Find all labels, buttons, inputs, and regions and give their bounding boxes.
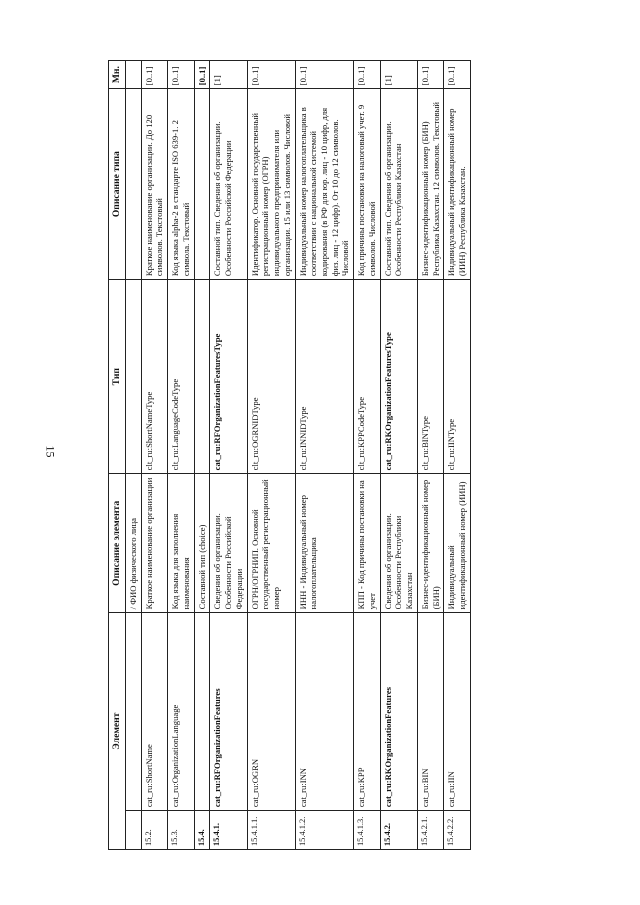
row-type: clt_ru:OGRNIDType: [247, 280, 295, 474]
row-type: clt_ru:BINType: [417, 280, 443, 474]
row-element: [125, 613, 141, 811]
row-type: cat_ru:RFOrganizationFeaturesType: [210, 280, 247, 474]
row-number: 15.4.1.: [210, 811, 247, 850]
table-row: [380, 61, 417, 850]
row-number: 15.4.1.2.: [295, 811, 354, 850]
row-element-desc: / ФИО физического лица: [125, 474, 141, 613]
row-type: [194, 280, 210, 474]
row-number: 15.2.: [141, 811, 167, 850]
row-element-desc: Код языка для заполнения наименования: [168, 474, 194, 613]
header-mn: Мн.: [109, 61, 126, 89]
table-row: [210, 61, 247, 850]
row-element: cat_ru:OrganizationLanguage: [168, 613, 194, 811]
row-element: [194, 613, 210, 811]
row-type-desc: Код языка alpha-2 в стандарте ISO 639-1. 2 символа. Текстовый: [168, 89, 194, 280]
row-number: 15.4.1.1.: [247, 811, 295, 850]
row-number: 15.3.: [168, 811, 194, 850]
row-number: [125, 811, 141, 850]
row-type-desc: Бизнес-идентификационный номер (БИН) Республика Казахстан. 12 символов. Текстовый: [417, 89, 443, 280]
row-mn: [0..1]: [417, 61, 443, 89]
table-row: [168, 61, 194, 850]
table-row: [247, 61, 295, 850]
row-type-desc: [194, 89, 210, 280]
row-element-desc: Краткое наименование организации: [141, 474, 167, 613]
row-mn: [0..1]: [295, 61, 354, 89]
row-element-desc: Индивидуальный идентификационный номер (ИИН): [444, 474, 470, 613]
row-mn: [0..1]: [194, 61, 210, 89]
row-mn: [0..1]: [354, 61, 380, 89]
row-element: cat_ru:BIN: [417, 613, 443, 811]
row-mn: [125, 61, 141, 89]
row-element: cat_ru:ShortName: [141, 613, 167, 811]
row-mn: [1]: [210, 61, 247, 89]
row-element: cat_ru:RKOrganizationFeatures: [380, 613, 417, 811]
row-type: clt_ru:LanguageCodeType: [168, 280, 194, 474]
row-number: 15.4.2.: [380, 811, 417, 850]
row-type-desc: [125, 89, 141, 280]
row-type-desc: Индивидуальный идентификационный номер (ИИН) Республика Казахстан.: [444, 89, 470, 280]
row-mn: [0..1]: [168, 61, 194, 89]
row-mn: [1]: [380, 61, 417, 89]
row-type-desc: Краткое наименование организации. До 120 символов. Текстовый: [141, 89, 167, 280]
rotated-table-container: [108, 60, 598, 850]
row-mn: [0..1]: [247, 61, 295, 89]
row-number: 15.4.: [194, 811, 210, 850]
table-row: [141, 61, 167, 850]
row-type-desc: Индивидуальный номер налогоплательщика в соответствии с национальной системой кодирования (в РФ для юр. лиц - 10 цифр, для физ. лиц - 12 цифр). От 10 до 12 символов. Числовой: [295, 89, 354, 280]
row-type: [125, 280, 141, 474]
row-element-desc: Бизнес-идентификационный номер (БИН): [417, 474, 443, 613]
row-element: cat_ru:KPP: [354, 613, 380, 811]
page-number: 15: [43, 445, 58, 458]
row-element-desc: Составной тип (choice): [194, 474, 210, 613]
header-element: Элемент: [109, 613, 126, 850]
row-type: clt_ru:ShortNameType: [141, 280, 167, 474]
table-row: [194, 61, 210, 850]
row-type: cat_ru:RKOrganizationFeaturesType: [380, 280, 417, 474]
row-mn: [0..1]: [141, 61, 167, 89]
table-row: [417, 61, 443, 850]
row-type: clt_ru:IINType: [444, 280, 470, 474]
elements-table: [108, 60, 471, 850]
row-number: 15.4.2.2.: [444, 811, 470, 850]
row-type-desc: Идентификатор. Основной государственный регистрационный номер (ОГРН) индивидуального предпринимателя или организации. 15 или 13 символов. Числовой: [247, 89, 295, 280]
row-mn: [0..1]: [444, 61, 470, 89]
row-type-desc: Составной тип. Сведения об организации. Особенности Российской Федерации: [210, 89, 247, 280]
header-row: [109, 61, 126, 850]
row-element-desc: Сведения об организации. Особенности Российской Федерации: [210, 474, 247, 613]
row-element: cat_ru:OGRN: [247, 613, 295, 811]
row-element: cat_ru:INN: [295, 613, 354, 811]
row-type-desc: Код причины постановки на налоговый учет. 9 символов. Числовой: [354, 89, 380, 280]
header-type-desc: Описание типа: [109, 89, 126, 280]
row-number: 15.4.1.3.: [354, 811, 380, 850]
row-element-desc: Сведения об организации. Особенности Республики Казахстан: [380, 474, 417, 613]
row-element-desc: ОГРН/ОГРНИП. Основной государственный регистрационный номер: [247, 474, 295, 613]
row-element-desc: КПП - Код причины постановки на учет: [354, 474, 380, 613]
table-row: [444, 61, 470, 850]
table-row: [125, 61, 141, 850]
row-type: clt_ru:KPPCodeType: [354, 280, 380, 474]
table-row: [295, 61, 354, 850]
row-number: 15.4.2.1.: [417, 811, 443, 850]
table-row: [354, 61, 380, 850]
row-type: clt_ru:INNIDType: [295, 280, 354, 474]
row-element-desc: ИНН - Индивидуальный номер налогоплательщика: [295, 474, 354, 613]
row-type-desc: Составной тип. Сведения об организации. Особенности Республики Казахстан: [380, 89, 417, 280]
header-element-desc: Описание элемента: [109, 474, 126, 613]
row-element: cat_ru:RFOrganizationFeatures: [210, 613, 247, 811]
header-type: Тип: [109, 280, 126, 474]
row-element: cat_ru:IIN: [444, 613, 470, 811]
